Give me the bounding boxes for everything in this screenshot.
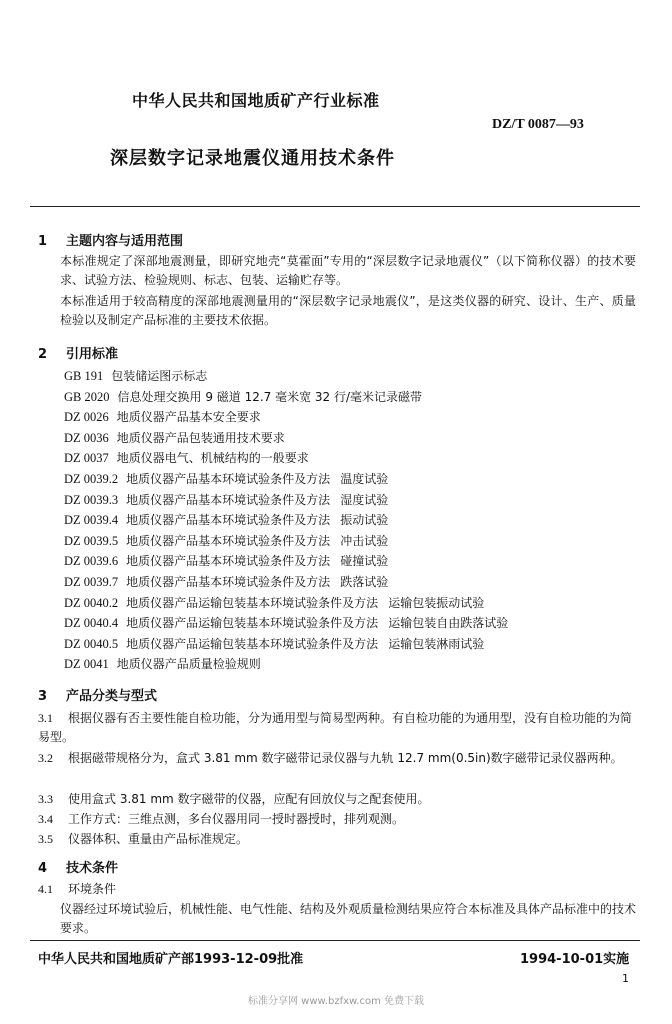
reference-title: 地质仪器产品包装通用技术要求 <box>116 430 285 445</box>
clause-3-3: 3.3 使用盒式 3.81 mm 数字磁带的仪器，应配有回放仪与之配套使用。 <box>38 792 430 806</box>
reference-code: DZ 0039.2 <box>64 471 119 486</box>
reference-title: 运输包装自由跌落试验 <box>388 616 509 631</box>
reference-code: DZ 0040.5 <box>64 636 119 651</box>
reference-code: DZ 0039.5 <box>64 533 119 548</box>
reference-title: 地质仪器产品基本安全要求 <box>116 410 261 425</box>
reference-title: 地质仪器产品运输包装基本环境试验条件及方法 <box>126 636 379 651</box>
reference-title: 地质仪器产品基本环境试验条件及方法 <box>126 574 331 589</box>
reference-item <box>64 551 634 572</box>
reference-title: 地质仪器产品基本环境试验条件及方法 <box>126 554 331 569</box>
standard-code: DZ/T 0087—93 <box>492 117 584 132</box>
clause-3-1: 3.1 根据仪器有否主要性能自检功能，分为通用型与简易型两种。有自检功能的为通用型，没有自检功能的为简易型。 <box>38 711 633 744</box>
reference-code: DZ 0039.7 <box>64 574 119 589</box>
section-1-paragraph-1: 本标准规定了深部地震测量，即研究地壳“莫霍面”专用的“深层数字记录地震仪”（以下简称仪器）的技术要求、试验方法、检验规则、标志、包装、运输贮存等。 <box>60 254 636 287</box>
reference-title: 地质仪器产品基本环境试验条件及方法 <box>126 471 331 486</box>
reference-code: DZ 0040.4 <box>64 616 119 631</box>
clause-3-2: 3.2 根据磁带规格分为，盒式 3.81 mm 数字磁带记录仪器与九轨 12.7 mm(0.5in)数字磁带记录仪器两种。 <box>38 751 623 765</box>
reference-code: DZ 0037 <box>64 451 109 466</box>
reference-code: DZ 0039.3 <box>64 492 119 507</box>
reference-title: 地质仪器产品运输包装基本环境试验条件及方法 <box>126 616 379 631</box>
reference-item <box>64 469 634 490</box>
reference-title: 冲击试验 <box>340 533 389 548</box>
page-number: 1 <box>622 972 629 985</box>
reference-item <box>64 531 634 552</box>
clause-4-1-heading: 4.1 环境条件 <box>38 882 117 896</box>
reference-title: 包装储运图示标志 <box>111 369 208 383</box>
reference-title: 碰撞试验 <box>340 554 389 569</box>
section-1-heading: 1 主题内容与适用范围 <box>38 234 184 249</box>
reference-code: DZ 0041 <box>64 657 109 672</box>
reference-item <box>64 387 634 408</box>
reference-code: GB 2020 <box>64 389 110 404</box>
reference-code: DZ 0026 <box>64 410 109 425</box>
reference-title: 信息处理交换用 9 磁道 12.7 毫米宽 32 行/毫米记录磁带 <box>117 389 423 404</box>
reference-item <box>64 510 634 531</box>
reference-title: 运输包装淋雨试验 <box>388 636 485 651</box>
section-4-1-paragraph: 仪器经过环境试验后，机械性能、电气性能、结构及外观质量检测结果应符合本标准及具体产品标准中的技术要求。 <box>60 902 637 935</box>
reference-item <box>64 572 634 593</box>
reference-title: 地质仪器产品质量检验规则 <box>116 657 261 672</box>
effective-date: 1994-10-01实施 <box>520 952 630 967</box>
clause-3-4: 3.4 工作方式：三维点测，多台仪器用同一授时器授时，排列观测。 <box>38 812 405 826</box>
reference-code: DZ 0040.2 <box>64 595 119 610</box>
reference-item <box>64 428 634 449</box>
reference-item <box>64 593 634 614</box>
section-2-heading: 2 引用标准 <box>38 347 119 362</box>
reference-code: DZ 0039.6 <box>64 554 119 569</box>
issuing-org-title: 中华人民共和国地质矿产行业标准 <box>132 91 380 110</box>
reference-item <box>64 448 634 469</box>
reference-item <box>64 490 634 511</box>
reference-title: 地质仪器电气、机械结构的一般要求 <box>116 451 309 466</box>
reference-title: 地质仪器产品基本环境试验条件及方法 <box>126 492 331 507</box>
reference-title: 地质仪器产品运输包装基本环境试验条件及方法 <box>126 595 379 610</box>
section-4-heading: 4 技术条件 <box>38 861 119 876</box>
section-3-heading: 3 产品分类与型式 <box>38 689 158 704</box>
section-1-paragraph-2: 本标准适用于较高精度的深部地震测量用的“深层数字记录地震仪”，是这类仪器的研究、设计、生产、质量检验以及制定产品标准的主要技术依据。 <box>60 294 636 327</box>
reference-title: 振动试验 <box>340 513 389 528</box>
document-title: 深层数字记录地震仪通用技术条件 <box>110 148 395 169</box>
referenced-standards-list <box>64 366 634 675</box>
approval-statement: 中华人民共和国地质矿产部1993-12-09批准 <box>38 952 304 967</box>
reference-code: DZ 0039.4 <box>64 513 119 528</box>
reference-title: 温度试验 <box>340 471 389 486</box>
reference-code: GB 191 <box>64 369 104 383</box>
reference-item <box>64 613 634 634</box>
reference-code: DZ 0036 <box>64 430 109 445</box>
reference-item <box>64 366 634 387</box>
reference-item <box>64 634 634 655</box>
reference-title: 湿度试验 <box>340 492 389 507</box>
reference-title: 运输包装振动试验 <box>388 595 485 610</box>
reference-item <box>64 407 634 428</box>
reference-item <box>64 654 634 675</box>
reference-title: 地质仪器产品基本环境试验条件及方法 <box>126 533 331 548</box>
reference-title: 地质仪器产品基本环境试验条件及方法 <box>126 513 331 528</box>
reference-title: 跌落试验 <box>340 574 389 589</box>
site-watermark: 标准分享网 www.bzfxw.com 免费下载 <box>248 996 424 1007</box>
header-divider <box>30 206 640 207</box>
clause-3-5: 3.5 仪器体积、重量由产品标准规定。 <box>38 832 249 846</box>
footer-divider <box>30 940 640 941</box>
